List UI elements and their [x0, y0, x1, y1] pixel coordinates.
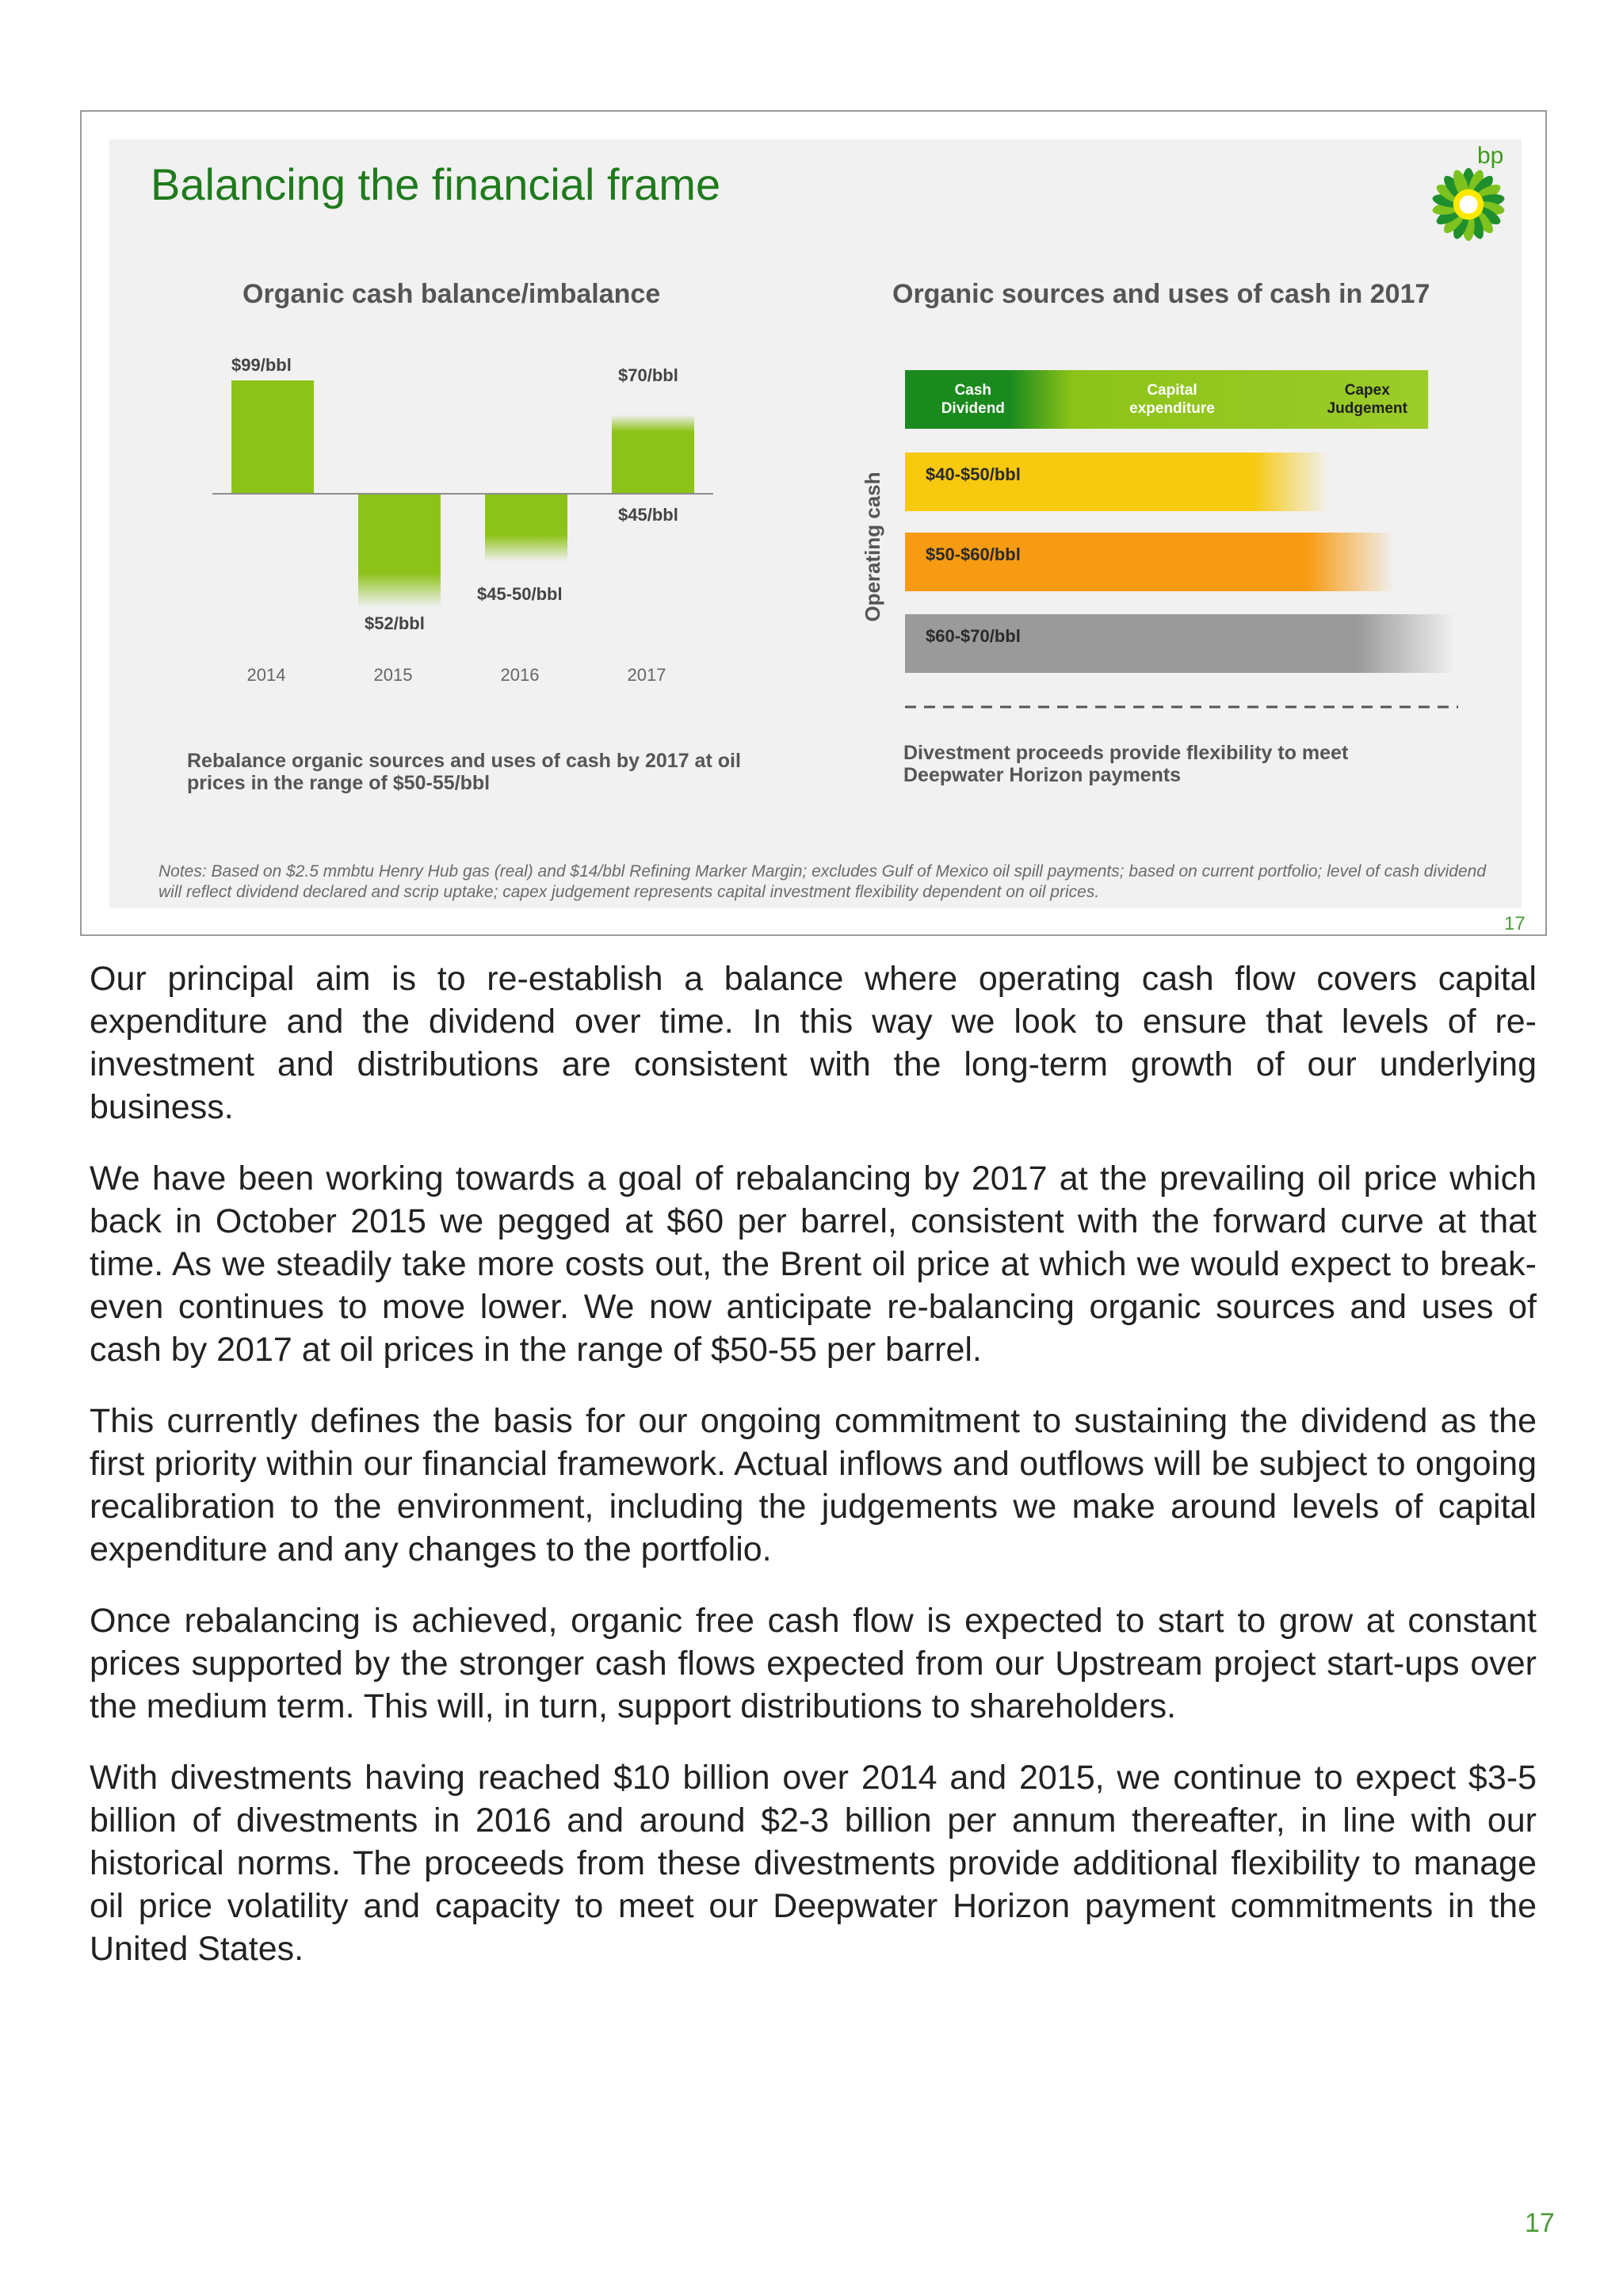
use-label-1: Capital expenditure [1129, 382, 1215, 417]
organic-cash-balance-chart [158, 349, 745, 697]
page-number: 17 [1525, 2208, 1555, 2238]
body-text [90, 957, 1537, 1999]
body-paragraph: Our principal aim is to re-establish a balance where operating cash flow covers capital expenditure and the dividend over time. In this way we look to ensure that levels of re-investment and distributions are consistent with the long-term growth of our underlying business. [90, 960, 1537, 1126]
data-label-2015: $52/bbl [365, 613, 425, 633]
bar-2015 [358, 494, 441, 607]
slide-notes: Notes: Based on $2.5 mmbtu Henry Hub gas (real) and $14/bbl Refining Marker Margin; excludes Gulf of Mexico oil spill payments; based on current portfolio; level of cash dividend will reflect dividend declared and scrip uptake; capex judgement represents capital investment flexibility dependent on oil prices. [158, 862, 1487, 901]
tick-label-2017: 2017 [627, 665, 666, 685]
tick-label-2015: 2015 [373, 665, 413, 685]
use-label-2: Capex Judgement [1327, 382, 1407, 417]
body-paragraph: We have been working towards a goal of rebalancing by 2017 at the prevailing oil price which back in October 2015 we pegged at $60 per barrel, consistent with the forward curve at that time. As we steadily take more costs out, the Brent oil price at which we would expect to break-even continues to move lower. We now anticipate re-balancing organic sources and uses of cash by 2017 at oil prices in the range of $50-55 per barrel. [90, 1159, 1537, 1369]
tick-label-2016: 2016 [500, 665, 540, 685]
bar-2017 [612, 415, 694, 494]
slide-title: Balancing the financial frame [151, 159, 721, 209]
left-chart-caption: Rebalance organic sources and uses of cash by 2017 at oil prices in the range of $50-55/bbl [187, 750, 741, 794]
bar-2014 [231, 380, 314, 494]
data-label-2016: $45-50/bbl [477, 583, 563, 604]
left-chart-title: Organic cash balance/imbalance [242, 279, 661, 309]
data-label-2014: $99/bbl [231, 355, 292, 375]
body-paragraph: Once rebalancing is achieved, organic free cash flow is expected to start to grow at constant prices supported by the stronger cash flows expected from our Upstream project start-ups over the medium term. This will, in turn, support distributions to shareholders. [90, 1602, 1537, 1725]
operating-cash-axis-label: Operating cash [861, 472, 884, 622]
bp-helios-logo [1430, 166, 1507, 243]
right-chart-caption: Divestment proceeds provide flexibility to meet Deepwater Horizon payments [903, 742, 1349, 786]
slide-number: 17 [1504, 913, 1526, 934]
use-label-0: Cash Dividend [941, 382, 1005, 417]
band-label-2: $60-$70/bbl [926, 626, 1021, 646]
right-chart-title: Organic sources and uses of cash in 2017 [892, 279, 1430, 309]
band-label-1: $50-$60/bbl [926, 544, 1021, 564]
tick-label-2014: 2014 [246, 665, 286, 685]
band-label-0: $40-$50/bbl [926, 464, 1021, 484]
bar-2016 [485, 494, 567, 562]
data-label-2017: $70/bbl [618, 365, 678, 385]
sources-uses-cash-chart [856, 349, 1490, 721]
uses-of-cash-bar [905, 370, 1428, 429]
bp-wordmark: bp [1477, 143, 1504, 169]
body-paragraph: With divestments having reached $10 billion over 2014 and 2015, we continue to expect $3-5 billion of divestments in 2016 and around $2-3 billion per annum thereafter, in line with our historical norms. The proceeds from these divestments provide additional flexibility to manage oil price volatility and capacity to meet our Deepwater Horizon payment commitments in the United States. [90, 1759, 1537, 1968]
secondary-label-2017: $45/bbl [618, 505, 678, 525]
body-paragraph: This currently defines the basis for our ongoing commitment to sustaining the dividend as the first priority within our financial framework. Actual inflows and outflows will be subject to ongoing recalibration to the environment, including the judgements we make around levels of capital expenditure and any changes to the portfolio. [90, 1402, 1537, 1568]
